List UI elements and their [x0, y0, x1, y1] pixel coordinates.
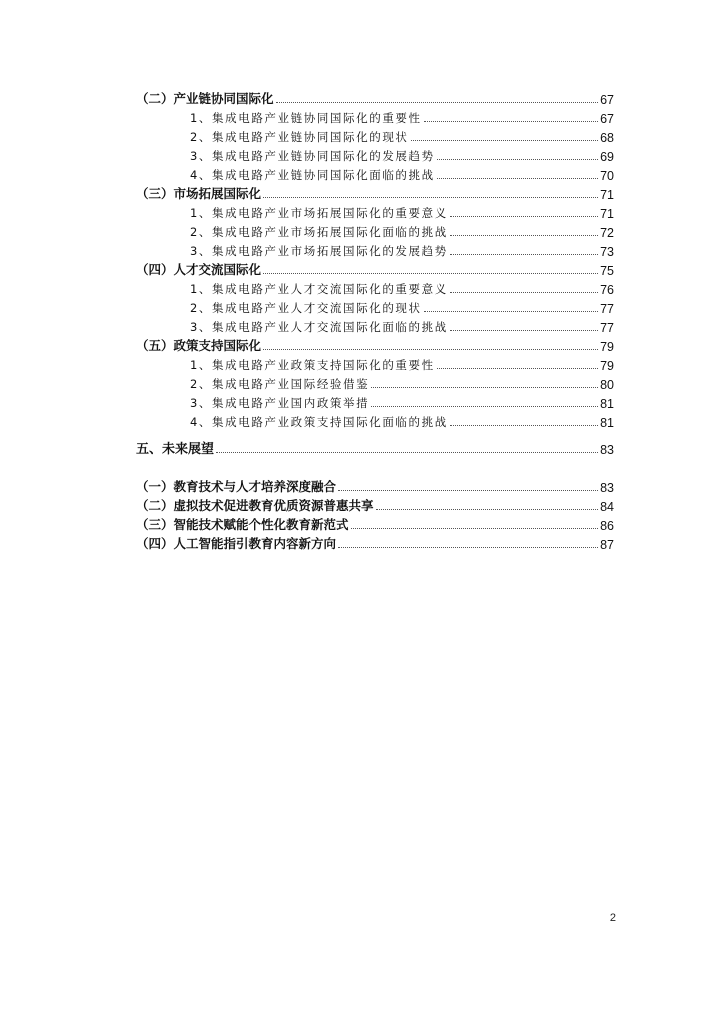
toc-entry-page: 79	[600, 359, 614, 373]
toc-entry[interactable]	[136, 516, 614, 533]
toc-entry-title: 3、集成电路产业市场拓展国际化的发展趋势	[190, 244, 448, 258]
toc-entry-title: （四）人工智能指引教育内容新方向	[136, 536, 337, 551]
toc-entry-title: 五、未来展望	[136, 442, 215, 457]
toc-dot-leader	[371, 406, 598, 407]
toc-entry[interactable]	[136, 478, 614, 495]
toc-dot-leader	[437, 368, 598, 369]
toc-entry-page: 69	[600, 150, 614, 164]
toc-entry[interactable]	[136, 90, 614, 107]
toc-entry-title: 2、集成电路产业链协同国际化的现状	[190, 130, 409, 144]
toc-entry-title: （四）人才交流国际化	[136, 262, 262, 277]
toc-dot-leader	[216, 452, 598, 453]
toc-entry-page: 84	[600, 500, 614, 514]
toc-dot-leader	[450, 330, 598, 331]
toc-entry-page: 71	[600, 207, 614, 221]
toc-entry-title: 3、集成电路产业国内政策举措	[190, 396, 370, 410]
toc-dot-leader	[450, 254, 598, 255]
toc-dot-leader	[351, 528, 599, 529]
toc-entry[interactable]	[136, 535, 614, 552]
toc-entry-title: （一）教育技术与人才培养深度融合	[136, 479, 337, 494]
toc-entry-page: 77	[600, 321, 614, 335]
toc-dot-leader	[450, 235, 598, 236]
toc-entry[interactable]	[190, 318, 614, 335]
toc-dot-leader	[437, 178, 598, 179]
toc-dot-leader	[424, 121, 598, 122]
toc-entry-title: （五）政策支持国际化	[136, 338, 262, 353]
toc-dot-leader	[450, 292, 598, 293]
toc-dot-leader	[276, 102, 599, 103]
toc-chapter-entry[interactable]	[136, 440, 614, 457]
toc-entry[interactable]	[190, 128, 614, 145]
toc-entry-page: 83	[600, 481, 614, 495]
toc-entry-page: 80	[600, 378, 614, 392]
toc-entry[interactable]	[190, 356, 614, 373]
toc-entry[interactable]	[136, 337, 614, 354]
toc-entry-title: 3、集成电路产业人才交流国际化面临的挑战	[190, 320, 448, 334]
toc-entry-page: 67	[600, 112, 614, 126]
toc-entry-page: 79	[600, 340, 614, 354]
toc-dot-leader	[338, 490, 598, 491]
toc-entry[interactable]	[190, 413, 614, 430]
toc-entry[interactable]	[190, 299, 614, 316]
toc-entry[interactable]	[190, 223, 614, 240]
toc-entry-title: （二）产业链协同国际化	[136, 91, 274, 106]
toc-entry-title: 1、集成电路产业链协同国际化的重要性	[190, 111, 422, 125]
toc-entry-title: 4、集成电路产业政策支持国际化面临的挑战	[190, 415, 448, 429]
toc-entry-page: 67	[600, 93, 614, 107]
toc-entry[interactable]	[190, 394, 614, 411]
toc-entry-title: 3、集成电路产业链协同国际化的发展趋势	[190, 149, 435, 163]
toc-dot-leader	[424, 311, 598, 312]
toc-entry-page: 83	[600, 443, 614, 457]
toc-entry-page: 81	[600, 416, 614, 430]
toc-entry-title: 2、集成电路产业国际经验借鉴	[190, 377, 370, 391]
toc-dot-leader	[371, 387, 598, 388]
toc-entry-title: 2、集成电路产业市场拓展国际化面临的挑战	[190, 225, 448, 239]
toc-entry-title: （三）智能技术赋能个性化教育新范式	[136, 517, 349, 532]
toc-entry-page: 86	[600, 519, 614, 533]
toc-entry-page: 73	[600, 245, 614, 259]
toc-entry[interactable]	[190, 166, 614, 183]
toc-entry[interactable]	[190, 375, 614, 392]
toc-dot-leader	[263, 349, 598, 350]
toc-entry-title: 4、集成电路产业链协同国际化面临的挑战	[190, 168, 435, 182]
toc-entry[interactable]	[190, 204, 614, 221]
page-number: 2	[609, 912, 616, 924]
toc-entry[interactable]	[190, 109, 614, 126]
toc-dot-leader	[450, 425, 598, 426]
toc-entry-title: （二）虚拟技术促进教育优质资源普惠共享	[136, 498, 374, 513]
toc-entry-title: 1、集成电路产业政策支持国际化的重要性	[190, 358, 435, 372]
toc-dot-leader	[411, 140, 599, 141]
toc-entry-page: 76	[600, 283, 614, 297]
toc-dot-leader	[263, 197, 598, 198]
toc-entry[interactable]	[190, 242, 614, 259]
toc-entry[interactable]	[136, 497, 614, 514]
toc-entry-page: 68	[600, 131, 614, 145]
toc-entry-page: 77	[600, 302, 614, 316]
toc-entry-page: 72	[600, 226, 614, 240]
toc-entry-page: 71	[600, 188, 614, 202]
toc-dot-leader	[376, 509, 599, 510]
toc-entry-page: 81	[600, 397, 614, 411]
toc-entry[interactable]	[190, 280, 614, 297]
toc-entry-page: 70	[600, 169, 614, 183]
toc-dot-leader	[437, 159, 598, 160]
toc-entry[interactable]	[136, 261, 614, 278]
toc-entry-page: 75	[600, 264, 614, 278]
toc-dot-leader	[263, 273, 598, 274]
toc-entry-title: 1、集成电路产业人才交流国际化的重要意义	[190, 282, 448, 296]
toc-entry-title: （三）市场拓展国际化	[136, 186, 262, 201]
toc-entry-page: 87	[600, 538, 614, 552]
toc-entry-title: 2、集成电路产业人才交流国际化的现状	[190, 301, 422, 315]
toc-entry[interactable]	[136, 185, 614, 202]
toc-entry[interactable]	[190, 147, 614, 164]
toc-entry-title: 1、集成电路产业市场拓展国际化的重要意义	[190, 206, 448, 220]
toc-dot-leader	[338, 547, 598, 548]
toc-dot-leader	[450, 216, 598, 217]
